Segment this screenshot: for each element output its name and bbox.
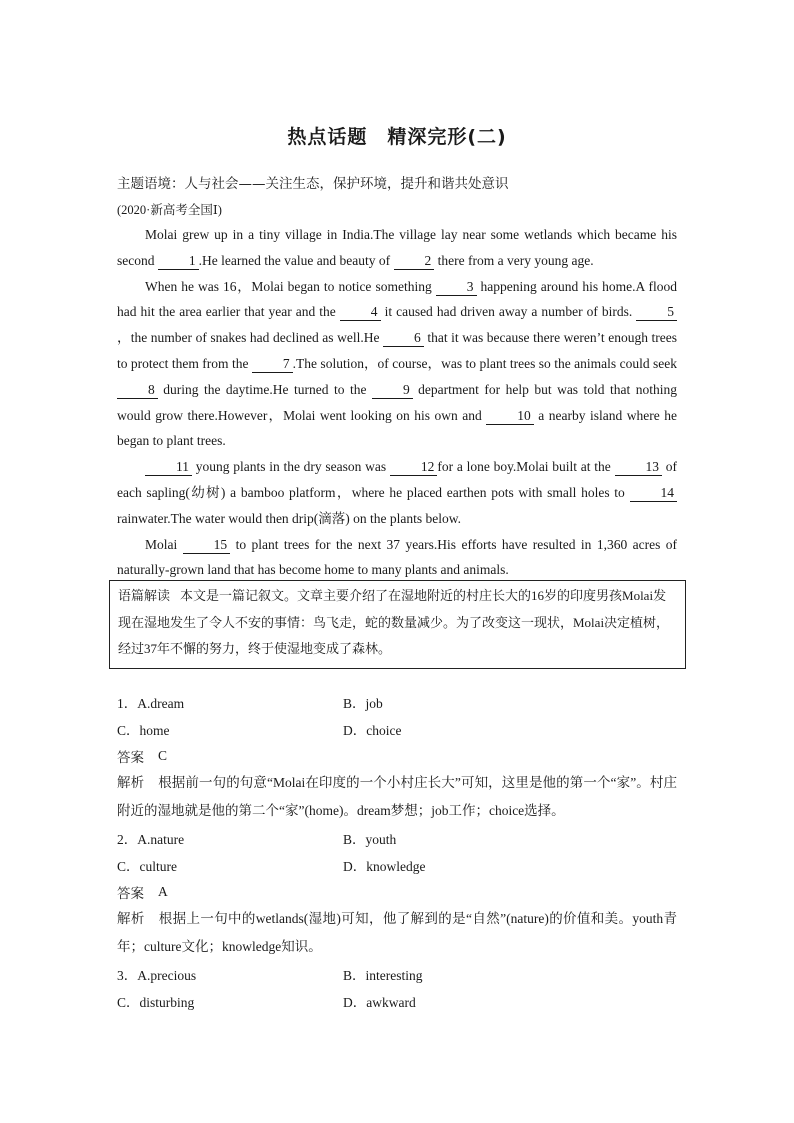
answer-label: 答案 xyxy=(117,749,144,766)
passage-summary-box xyxy=(109,580,686,669)
blank-15: 15 xyxy=(183,537,231,554)
option-d: D．knowledge xyxy=(343,858,426,874)
passage-text: department for help but was told that nothing would grow there.However，Molai went looking on his own and xyxy=(117,381,678,423)
summary-text: 本文是一篇记叙文。文章主要介绍了在湿地附近的村庄长大的16岁的印度男孩Molai发现在湿地发生了令人不安的事情：鸟飞走，蛇的数量减少。为了改变这一现状，Molai决定植树，经过37年不懈的努力，终于使湿地变成了森林。 xyxy=(118,588,670,656)
cloze-passage xyxy=(117,222,677,583)
passage-text: rainwater.The water would then drip(滴落) on the plants below. xyxy=(117,510,462,526)
passage-text: Molai xyxy=(145,536,183,552)
paragraph-3 xyxy=(117,454,677,531)
answer-value: A xyxy=(158,883,168,899)
option-d: D．choice xyxy=(343,722,402,738)
question-1 xyxy=(117,688,677,824)
blank-10: 10 xyxy=(486,408,534,425)
option-a: 2．A.nature xyxy=(117,831,185,847)
blank-1: 1 xyxy=(158,253,199,270)
questions-section xyxy=(117,688,677,1014)
passage-text: When he was 16，Molai began to notice something xyxy=(145,278,436,294)
passage-text: ，the number of snakes had declined as well.He xyxy=(117,330,384,346)
passage-text: it caused had driven away a number of birds. xyxy=(380,304,637,320)
passage-text: of each sapling(幼树) a bamboo platform，where he placed earthen pots with small holes to xyxy=(117,459,677,500)
answer-value: C xyxy=(158,747,168,763)
paragraph-4 xyxy=(117,532,677,584)
theme-context: 主题语境：人与社会——关注生态，保护环境，提升和谐共处意识 xyxy=(117,176,509,192)
option-d: D．awkward xyxy=(343,994,416,1010)
paragraph-1 xyxy=(117,222,677,274)
passage-text: for a lone boy.Molai built at the xyxy=(437,459,615,475)
passage-text: .The solution，of course，was to plant trees so the animals could seek xyxy=(292,355,677,371)
blank-12: 12 xyxy=(390,459,438,476)
option-b: B．youth xyxy=(343,831,397,847)
passage-text: .He learned the value and beauty of xyxy=(198,252,394,268)
blank-8: 8 xyxy=(117,382,158,399)
option-c: C．home xyxy=(117,722,170,738)
passage-text: a nearby island where he began to plant trees. xyxy=(117,407,677,449)
page-title: 热点话题 精深完形(二) xyxy=(287,126,507,148)
explanation-text: 根据前一句的句意“Molai在印度的一个小村庄长大”可知，这里是他的第一个“家”。村庄附近的湿地就是他的第二个“家”(home)。dream梦想；job工作；choice选择。 xyxy=(117,775,678,818)
blank-13: 13 xyxy=(615,459,663,476)
passage-text: that it was because there weren’t enough trees to protect them from the xyxy=(117,330,677,371)
explanation-label: 解析 xyxy=(117,775,145,791)
passage-text: during the daytime.He turned to the xyxy=(157,381,372,397)
blank-3: 3 xyxy=(436,279,477,296)
answer-label: 答案 xyxy=(117,885,144,902)
option-b: B．interesting xyxy=(343,967,423,983)
summary-label: 语篇解读 xyxy=(118,589,171,604)
blank-7: 7 xyxy=(252,356,293,373)
option-a: 3．A.precious xyxy=(117,967,197,983)
option-a: 1．A.dream xyxy=(117,695,185,711)
passage-text: Molai grew up in a tiny village in India.The village lay near some wetlands which became his second xyxy=(117,227,677,268)
blank-9: 9 xyxy=(372,382,413,399)
paragraph-2 xyxy=(117,274,677,455)
blank-11: 11 xyxy=(145,459,192,476)
option-c: C．disturbing xyxy=(117,994,195,1010)
explanation-text: 根据上一句中的wetlands(湿地)可知，他了解到的是“自然”(nature)的价值和美。youth青年；culture文化；knowledge知识。 xyxy=(117,911,678,954)
passage-text: there from a very young age. xyxy=(434,252,594,268)
passage-text: to plant trees for the next 37 years.His efforts have resulted in 1,360 acres of naturally-grown land that has become home to many plants and animals. xyxy=(117,536,678,578)
blank-2: 2 xyxy=(394,253,435,270)
blank-14: 14 xyxy=(630,485,678,502)
blank-4: 4 xyxy=(340,304,381,321)
explanation-label: 解析 xyxy=(117,911,145,927)
passage-text: happening around his home.A flood had hit the area earlier that year and the xyxy=(117,278,677,320)
blank-5: 5 xyxy=(636,304,677,321)
question-3 xyxy=(117,960,677,1014)
passage-text: young plants in the dry season was xyxy=(192,459,390,475)
option-b: B．job xyxy=(343,695,383,711)
exam-source: (2020·新高考全国Ⅰ) xyxy=(117,203,222,217)
question-2 xyxy=(117,824,677,960)
blank-6: 6 xyxy=(383,330,424,347)
option-c: C．culture xyxy=(117,858,177,874)
